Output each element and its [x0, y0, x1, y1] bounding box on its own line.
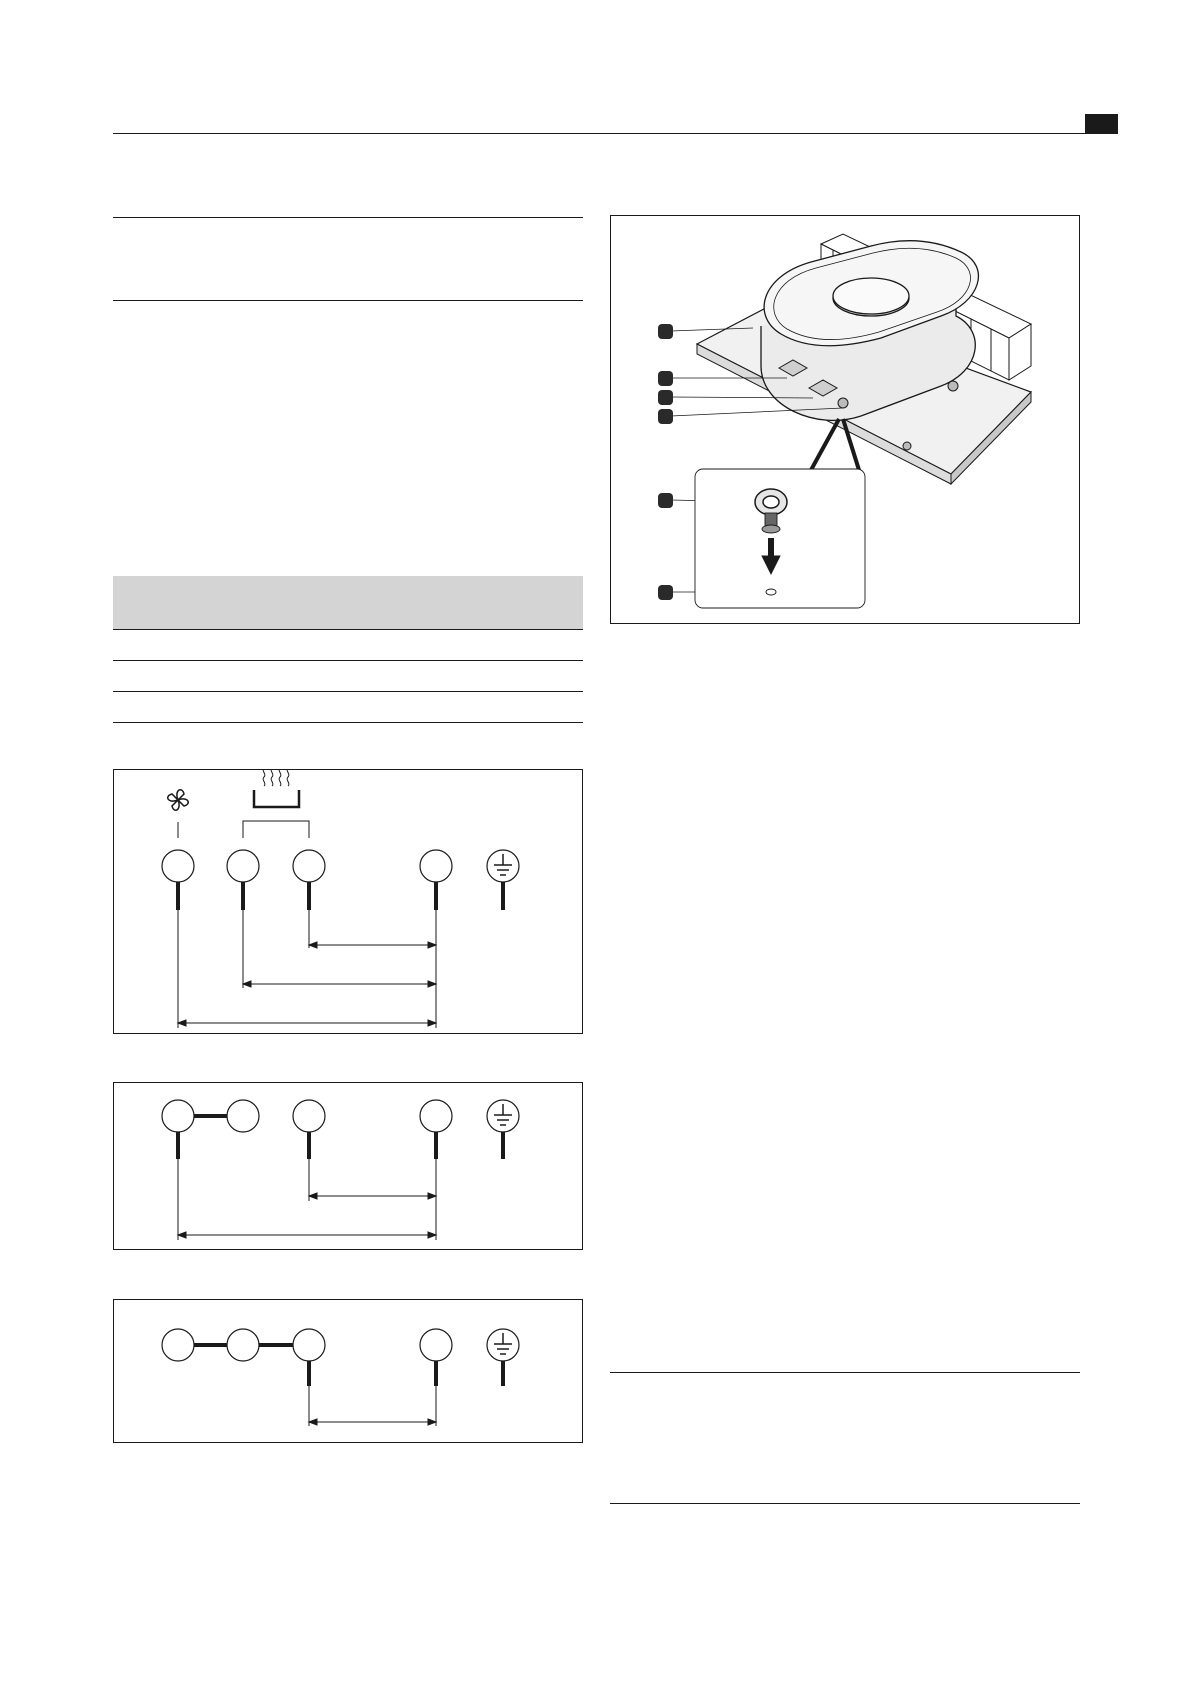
callout-marker-1: [658, 324, 673, 339]
section-rule-top: [113, 217, 583, 218]
callout-markers: [658, 324, 673, 600]
wiring-diagram-1: [113, 769, 583, 1034]
heater-icon: [254, 770, 299, 807]
section-rule-bottom: [113, 300, 583, 301]
terminal-3: [293, 850, 325, 882]
terminal-1: [162, 850, 194, 882]
note-rule-bottom: [610, 1503, 1080, 1504]
callout-marker-6: [658, 585, 673, 600]
terminal-n: [420, 850, 452, 882]
callout-marker-2: [658, 371, 673, 386]
measure-lines: [309, 1386, 436, 1426]
wiring-diagram-3: [113, 1299, 583, 1443]
terminal-2: [227, 1100, 259, 1132]
callout-marker-4: [658, 409, 673, 424]
table-rule-1: [113, 629, 583, 630]
terminal-2: [227, 1329, 259, 1361]
detail-inset: [695, 419, 865, 608]
table-rule-3: [113, 691, 583, 692]
terminal-1: [162, 1100, 194, 1132]
installation-figure: [610, 215, 1080, 624]
table-rule-4: [113, 722, 583, 723]
terminal-leads: [309, 1361, 503, 1386]
heater-bracket: [243, 821, 309, 838]
terminal-leads: [178, 1132, 503, 1159]
note-rule-top: [610, 1372, 1080, 1373]
terminal-n: [420, 1100, 452, 1132]
measure-lines: [178, 1159, 436, 1240]
header-rule: [113, 133, 1093, 134]
page-tab-marker: [1085, 114, 1118, 134]
terminal-3: [293, 1329, 325, 1361]
measure-lines: [178, 910, 436, 1028]
terminal-leads: [178, 882, 503, 910]
callout-marker-5: [658, 493, 673, 508]
fan-icon: [168, 790, 189, 811]
table-header-band: [113, 576, 583, 629]
terminal-1: [162, 1329, 194, 1361]
table-rule-2: [113, 660, 583, 661]
terminal-row: [162, 850, 519, 882]
wiring-diagram-2: [113, 1082, 583, 1250]
terminal-n: [420, 1329, 452, 1361]
callout-marker-3: [658, 390, 673, 405]
terminal-2: [227, 850, 259, 882]
terminal-3: [293, 1100, 325, 1132]
